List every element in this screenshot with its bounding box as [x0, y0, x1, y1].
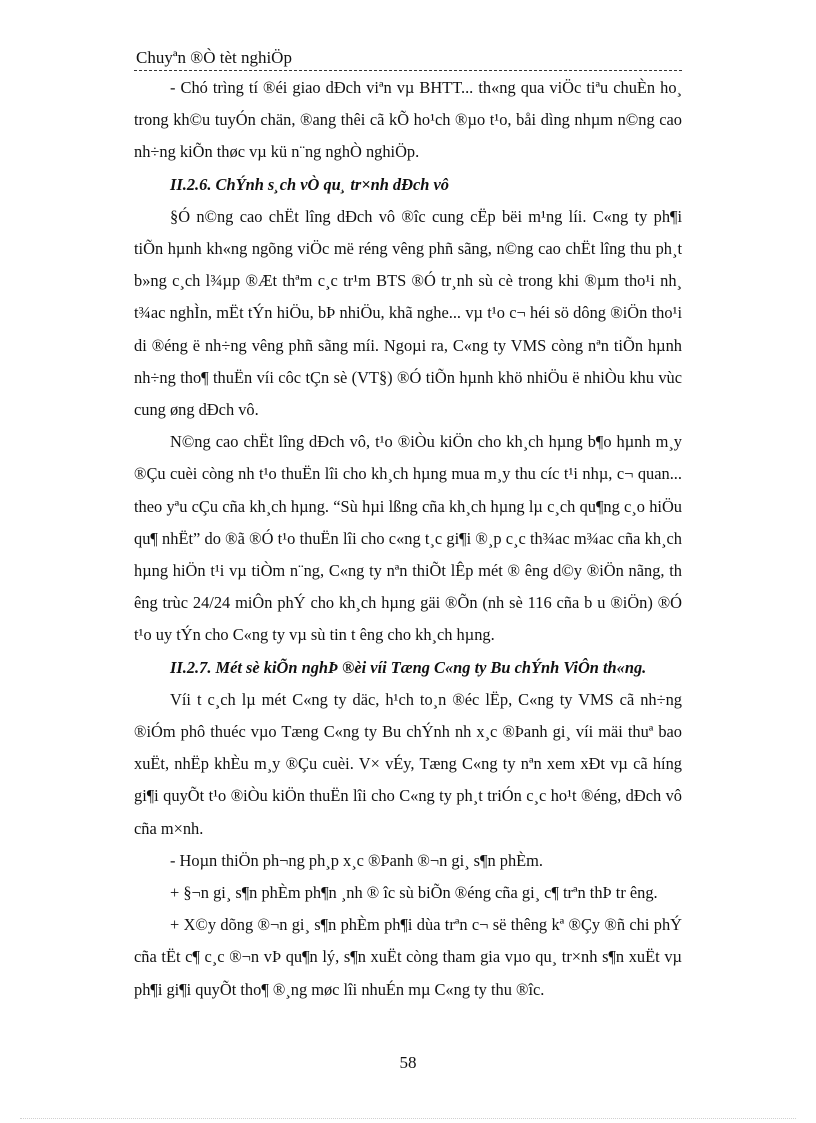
paragraph-recommendations: Víi t c¸ch lµ mét C«ng ty däc, h¹ch to¸n ®éc lËp, C«ng ty VMS cã nh÷ng ®iÓm phô thuéc vµo Tæng C«ng ty Bu chÝnh nh x¸c ®Þanh gi¸ víi mäi thuª bao xuËt, nhËp khÈu m¸y ®Çu cuèi. V× vÉy, Tæng C«ng ty nªn xem xÐt vµ cã híng gi¶i quyÕt t¹o ®iÒu kiÖn thuËn lîi cho C«ng ty ph¸t triÓn c¸c ho¹t ®éng, dÐch vô cña m×nh. [134, 689, 682, 838]
paragraph-training: - Chó trìng tí ®éi giao dÐch viªn vµ BHTT... th«ng qua viÖc tiªu chuÈn ho¸ trong kh©u tuyÓn chän, ®ang thêi cã kÕ ho¹ch ®µo t¹o, båi dìng nhµm n©ng cao nh÷ng kiÕn thøc vµ kü n¨ng nghÒ nghiÖp. [134, 78, 682, 162]
page-number: 58 [399, 1053, 417, 1072]
document-body [134, 72, 682, 1006]
list-item-price-reflects-market: + §¬n gi¸ s¶n phÈm ph¶n ¸nh ® îc sù biÕn ®éng cña gi¸ c¶ trªn thÞ tr êng. [170, 883, 658, 903]
footer-divider [20, 1118, 796, 1119]
page-header: Chuyªn ®Ò tèt nghiÖp [136, 48, 292, 67]
section-heading-2-6: II.2.6. ChÝnh s¸ch vÒ qu¸ tr×nh dÐch vô [170, 174, 449, 194]
list-item-pricing-method: - Hoµn thiÖn ph¬ng ph¸p x¸c ®Þanh ®¬n gi¸ s¶n phÈm. [170, 850, 544, 870]
paragraph-service-quality: §Ó n©ng cao chËt lîng dÐch vô ®îc cung cËp bëi m¹ng líi. C«ng ty ph¶i tiÕn hµnh kh«ng ngõng viÖc më réng vêng phñ sãng, n©ng cao chËt lîng thu ph¸t b»ng c¸ch l¾µp ®Æt thªm c¸c tr¹m BTS ®Ó tr¸nh sù cè trong khi ®µm tho¹i nh¸ t¾ac nghÌn, mËt tÝn hiÖu, bÞ nhiÖu, khã nghe... vµ t¹o c¬ héi sö dông ®iÖn tho¹i di ®éng ë nh÷ng vêng phñ sãng míi. Ngoµi ra, C«ng ty VMS còng nªn tiÕn hµnh nh÷ng tho¶ thuËn víi côc tÇn sè (VT§) ®Ó tiÕn hµnh khö nhiÖu ë nhiÒu khu vùc cung øng dÐch vô. [134, 206, 682, 420]
header-divider [134, 70, 682, 71]
list-item-price-based-on-cost: + X©y dõng ®¬n gi¸ s¶n phÈm ph¶i dùa trªn c¬ së thêng kª ®Çy ®ñ chi phÝ cña tËt c¶ c¸c ®¬n vÞ qu¶n lý, s¶n xuËt còng tham gia vµo qu¸ tr×nh s¶n xuËt vµ ph¶i gi¶i quyÕt tho¶ ®¸ng møc lîi nhuÉn mµ C«ng ty thu ®îc. [134, 915, 682, 999]
paragraph-customer-satisfaction: N©ng cao chËt lîng dÐch vô, t¹o ®iÒu kiÖn cho kh¸ch hµng b¶o hµnh m¸y ®Çu cuèi còng nh t¹o thuËn lîi cho kh¸ch hµng mua m¸y thu cíc t¹i nhµ, c¬ quan... theo yªu cÇu cña kh¸ch hµng. “Sù hµi lßng cña kh¸ch hµng lµ c¸ch qu¶ng c¸o hiÖu qu¶ nhËt” do ®ã ®Ó t¹o thuËn lîi cho c«ng t¸c gi¶i ®¸p c¸c th¾ac m¾ac cña kh¸ch hµng hiÖn t¹i vµ tiÒm n¨ng, C«ng ty nªn thiÕt lÊp mét ® êng d©y ®iÖn nãng, th êng trùc 24/24 miÔn phÝ cho kh¸ch hµng gäi ®Õn (nh sè 116 cña b u ®iÖn) ®Ó t¹o uy tÝn cho C«ng ty vµ sù tin t êng cho kh¸ch hµng. [134, 432, 682, 645]
section-heading-2-7: II.2.7. Mét sè kiÕn nghÞ ®èi víi Tæng C«ng ty Bu chÝnh ViÔn th«ng. [170, 657, 647, 677]
